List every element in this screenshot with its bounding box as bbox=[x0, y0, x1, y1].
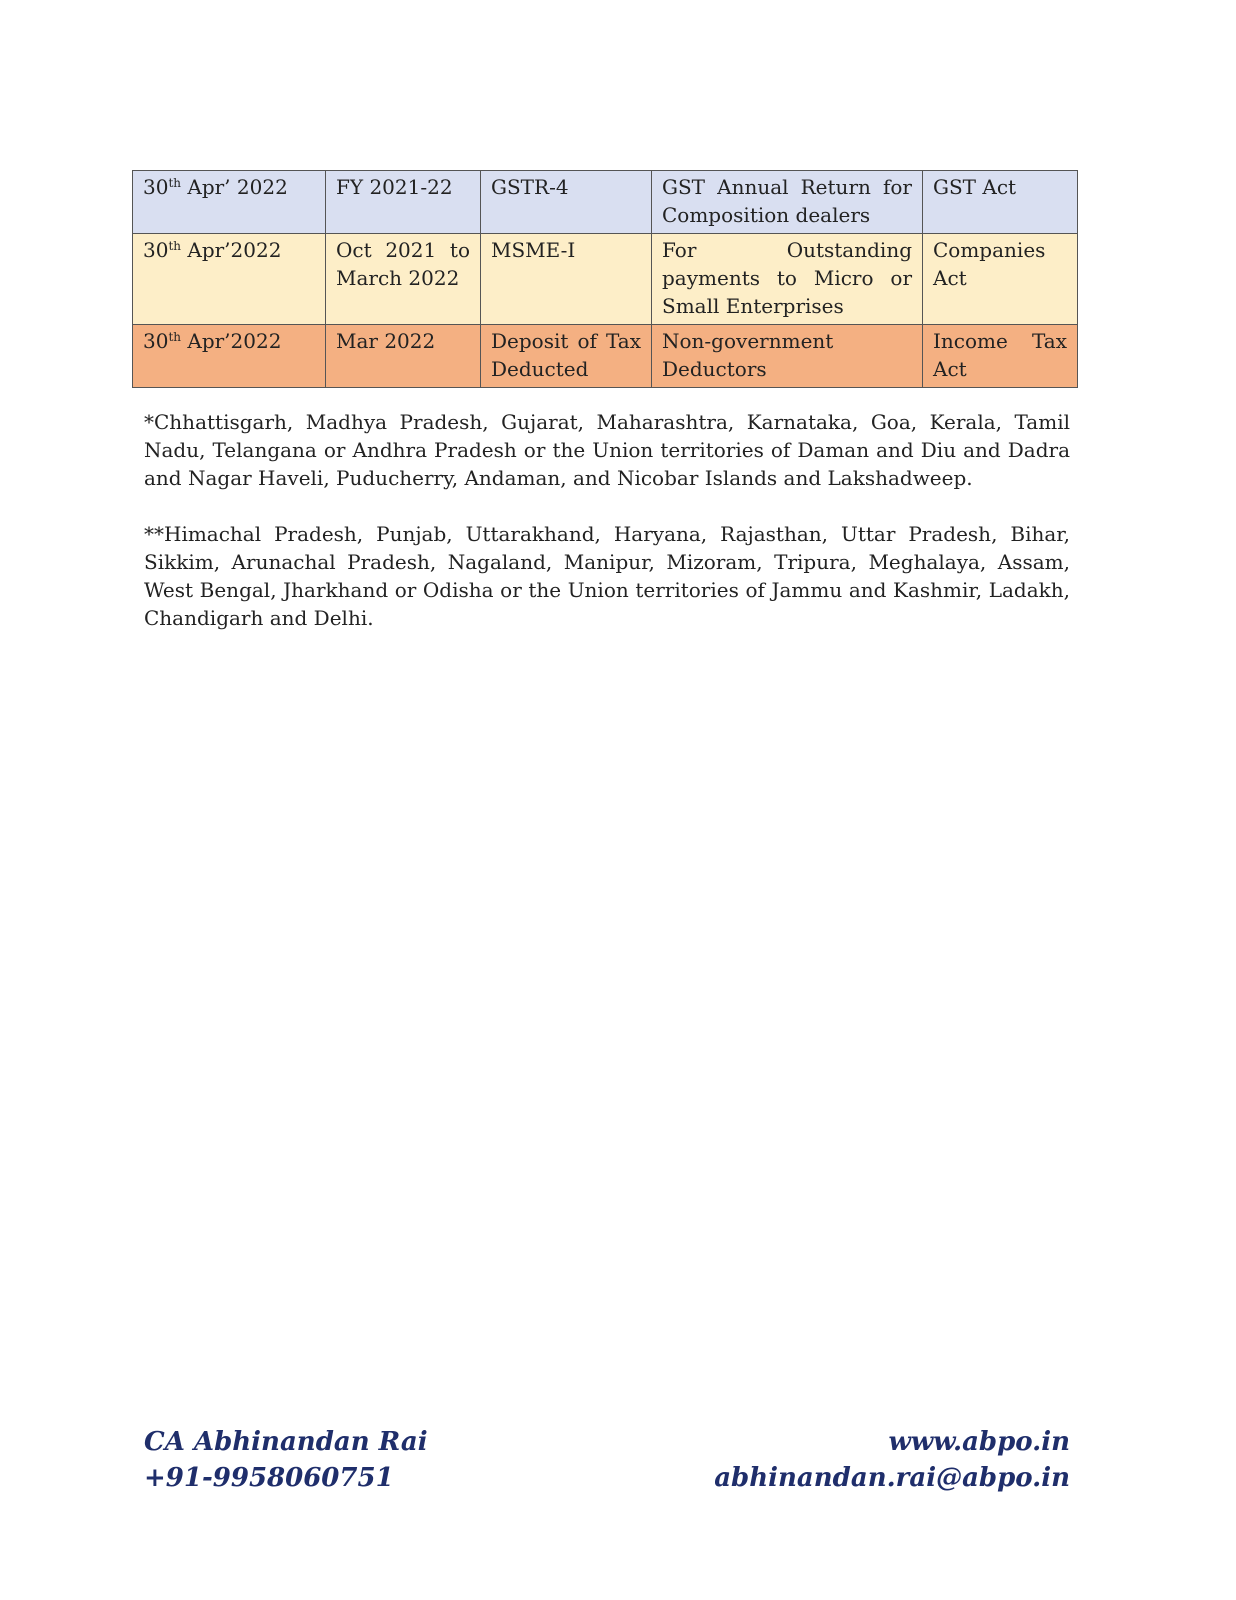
footnote-double-asterisk: **Himachal Pradesh, Punjab, Uttarakhand, Haryana, Rajasthan, Uttar Pradesh, Bihar, Sikkim, Arunachal Pradesh, Nagaland, Manipur, Mizoram, Tripura, Meghalaya, Assam, West Bengal, Jharkhand or Odisha or the Union territories of Jammu and Kashmir, Ladakh, Chandigarh and Delhi. bbox=[144, 522, 1070, 630]
due-date-day: 30 bbox=[143, 238, 169, 262]
form-cell: GSTR-4 bbox=[481, 171, 652, 234]
author-name: CA Abhinandan Rai bbox=[144, 1427, 428, 1457]
due-date-suffix: th bbox=[168, 239, 182, 253]
footer-contact-left bbox=[144, 1424, 428, 1496]
due-date-day: 30 bbox=[143, 329, 169, 353]
phone-number: +91-9958060751 bbox=[144, 1463, 394, 1493]
table-row bbox=[133, 171, 1078, 234]
due-date-suffix: th bbox=[168, 176, 182, 190]
due-date-suffix: th bbox=[168, 330, 182, 344]
table-row bbox=[133, 234, 1078, 325]
due-date-cell bbox=[133, 325, 326, 388]
description-cell: Non-government Deductors bbox=[652, 325, 923, 388]
form-cell: MSME-I bbox=[481, 234, 652, 325]
act-cell: Income Tax Act bbox=[923, 325, 1078, 388]
due-date-cell bbox=[133, 234, 326, 325]
description-cell: For Outstanding payments to Micro or Small Enterprises bbox=[652, 234, 923, 325]
form-cell: Deposit of Tax Deducted bbox=[481, 325, 652, 388]
period-cell: Mar 2022 bbox=[326, 325, 481, 388]
footer-contact-right bbox=[714, 1424, 1070, 1496]
act-cell: GST Act bbox=[923, 171, 1078, 234]
due-date-rest: Apr’2022 bbox=[181, 238, 282, 262]
period-cell: FY 2021-22 bbox=[326, 171, 481, 234]
description-cell: GST Annual Return for Composition dealers bbox=[652, 171, 923, 234]
website-link[interactable]: www.abpo.in bbox=[888, 1427, 1070, 1457]
due-date-day: 30 bbox=[143, 175, 169, 199]
period-cell: Oct 2021 to March 2022 bbox=[326, 234, 481, 325]
due-date-cell bbox=[133, 171, 326, 234]
footnote-single-asterisk: *Chhattisgarh, Madhya Pradesh, Gujarat, Maharashtra, Karnataka, Goa, Kerala, Tamil Nadu, Telangana or Andhra Pradesh or the Union territories of Daman and Diu and Dadra and Nagar Haveli, Puducherry, Andaman, and Nicobar Islands and Lakshadweep. bbox=[144, 410, 1070, 490]
email-link[interactable]: abhinandan.rai@abpo.in bbox=[714, 1463, 1070, 1493]
table-row bbox=[133, 325, 1078, 388]
compliance-calendar-table bbox=[132, 170, 1078, 388]
due-date-rest: Apr’2022 bbox=[181, 329, 282, 353]
act-cell: Companies Act bbox=[923, 234, 1078, 325]
due-date-rest: Apr’ 2022 bbox=[181, 175, 288, 199]
